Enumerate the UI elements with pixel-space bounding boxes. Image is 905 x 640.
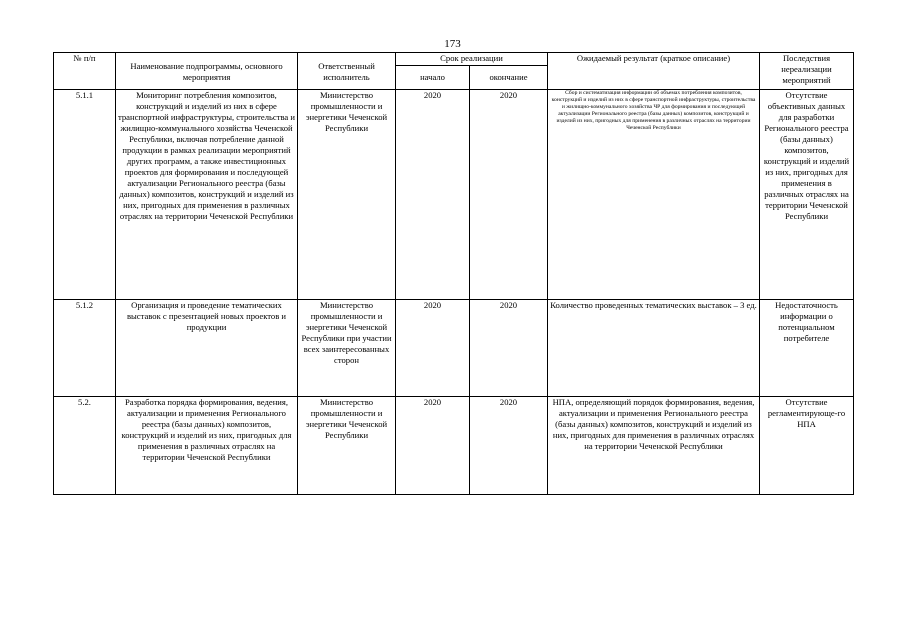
header-executor-label: Ответственный исполнитель — [318, 61, 375, 82]
row-name: Организация и проведение тематических выставок с презентацией новых проектов и продукции — [116, 300, 298, 397]
row-num: 5.1.1 — [54, 90, 116, 300]
header-result — [548, 53, 760, 90]
header-start-label: начало — [420, 72, 445, 82]
header-start — [396, 66, 470, 90]
row-end: 2020 — [470, 397, 548, 495]
row-start: 2020 — [396, 90, 470, 300]
row-result: НПА, определяющий порядок формирования, ведения, актуализации и применения Регионального реестра (базы данных) композитов, конструкций и изделий из них, пригодных для применения в различных отраслях на территории Чеченской Республики — [548, 397, 760, 495]
header-consequences-label: Последствия нереализации мероприятий — [781, 53, 832, 85]
table-row — [54, 397, 854, 495]
header-name — [116, 53, 298, 90]
header-num — [54, 53, 116, 90]
table-row — [54, 90, 854, 300]
row-executor: Министерство промышленности и энергетики Чеченской Республики — [298, 90, 396, 300]
row-consequences: Отсутствие объективных данных для разработки Регионального реестра (базы данных) композитов, конструкций и изделий из них, пригодных для применения в различных отраслях на территории Чеченской Республики — [760, 90, 854, 300]
header-num-label: № п/п — [73, 53, 96, 63]
page-number: 173 — [444, 38, 461, 50]
row-result: Количество проведенных тематических выставок – 3 ед. — [548, 300, 760, 397]
row-result: Сбор и систематизация информации об объемах потребления композитов, конструкций и изделий из них в сфере транспортной инфраструктуры, строительства и жилищно-коммунального хозяйства ЧР для формирования и последующей актуализации Регионального реестра (базы данных) композитов, конструкций и изделий из них, пригодных для применения в различных отраслях на территории Чеченской Республики — [548, 90, 760, 300]
row-consequences: Недостаточность информации о потенциальном потребителе — [760, 300, 854, 397]
row-name: Разработка порядка формирования, ведения, актуализации и применения Регионального реестра (базы данных) композитов, конструкций и изделий из них, пригодных для применения в различных отраслях на территории Чеченской Республики — [116, 397, 298, 495]
row-executor: Министерство промышленности и энергетики Чеченской Республики — [298, 397, 396, 495]
header-name-label: Наименование подпрограммы, основного мероприятия — [130, 61, 283, 82]
row-num: 5.1.2 — [54, 300, 116, 397]
header-executor — [298, 53, 396, 90]
row-name: Мониторинг потребления композитов, конструкций и изделий из них в сфере транспортной инфраструктуры, строительства и жилищно-коммунального хозяйства Чеченской Республики, включая потребление данной продукции в рамках реализации мероприятий других программ, а также инвестиционных проектов для формирования и последующей актуализации Регионального реестра (базы данных) композитов, конструкций и изделий из них, пригодных для применения в различных отраслях на территории Чеченской Республики — [116, 90, 298, 300]
row-executor: Министерство промышленности и энергетики Чеченской Республики при участии всех заинтересованных сторон — [298, 300, 396, 397]
row-end: 2020 — [470, 300, 548, 397]
row-end: 2020 — [470, 90, 548, 300]
program-table — [53, 52, 854, 495]
header-consequences — [760, 53, 854, 90]
row-consequences: Отсутствие регламентирующе-го НПА — [760, 397, 854, 495]
row-num: 5.2. — [54, 397, 116, 495]
header-end — [470, 66, 548, 90]
row-start: 2020 — [396, 300, 470, 397]
header-result-label: Ожидаемый результат (краткое описание) — [576, 53, 731, 63]
header-period-label: Срок реализации — [440, 53, 503, 63]
header-end-label: окончание — [489, 72, 528, 82]
header-period — [396, 53, 548, 66]
table-row — [54, 300, 854, 397]
row-start: 2020 — [396, 397, 470, 495]
